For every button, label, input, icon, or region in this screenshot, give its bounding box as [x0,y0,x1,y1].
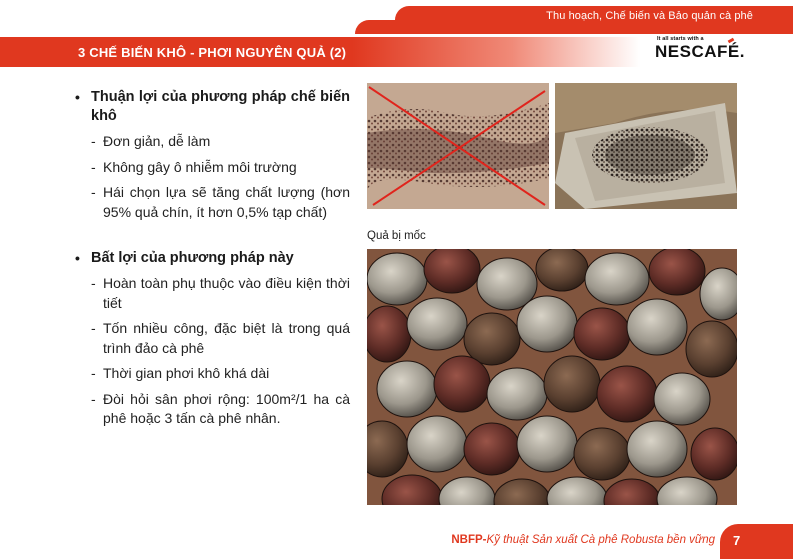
dash-icon: - [91,275,96,291]
list-item: - Đòi hỏi sân phơi rộng: 100m²/1 ha cà phê hoặc 3 tấn cà phê nhân. [75,390,350,429]
photo-moldy-cherries [367,249,737,505]
section-heading-advantages: • Thuận lợi của phương pháp chế biến khô [75,89,350,124]
bullet-dot-icon: • [75,250,80,266]
nescafe-logo [655,36,745,64]
dash-icon: - [91,390,96,407]
slide-title: 3 CHẾ BIẾN KHÔ - PHƠI NGUYÊN QUẢ (2) [78,45,347,60]
dash-icon: - [91,184,96,200]
list-item: - Hái chọn lựa sẽ tăng chất lượng (hơn 95% quả chín, ít hơn 0,5% tạp chất) [75,183,350,222]
page-number-tab [720,524,793,559]
drying-ground-image [367,83,549,209]
bullet-dot-icon: • [75,89,80,105]
list-item: - Tốn nhiều công, đặc biệt là trong quá trình đảo cà phê [75,319,350,358]
course-title: Thu hoạch, Chế biến và Bảo quản cà phê [546,10,753,22]
footer-course: Kỹ thuật Sản xuất Cà phê Robusta bền vững [486,534,715,546]
logo-tagline: It all starts with a [657,36,704,42]
drying-tarp-image [555,83,737,209]
logo-brand: NESCAFÉ. [655,42,745,61]
dash-icon: - [91,133,96,149]
list-item: - Thời gian phơi khô khá dài [75,364,350,384]
dash-icon: - [91,158,96,175]
section-heading-disadvantages: • Bất lợi của phương pháp này [75,250,294,266]
list-item: - Không gây ô nhiễm môi trường [75,158,350,178]
list-item: - Đơn giản, dễ làm [75,132,350,152]
footer-text [451,534,715,546]
top-banner [0,0,793,35]
moldy-cherries-image [367,249,737,505]
photo-caption: Quả bị mốc [367,230,426,242]
bullet-content [75,88,350,429]
footer-brand: NBFP- [451,534,487,546]
photo-drying-on-ground [367,83,549,209]
photo-drying-on-tarp [555,83,737,209]
dash-icon: - [91,365,96,381]
list-item: - Hoàn toàn phụ thuộc vào điều kiện thời tiết [75,274,350,313]
dash-icon: - [91,320,96,336]
page-number: 7 [733,533,741,548]
